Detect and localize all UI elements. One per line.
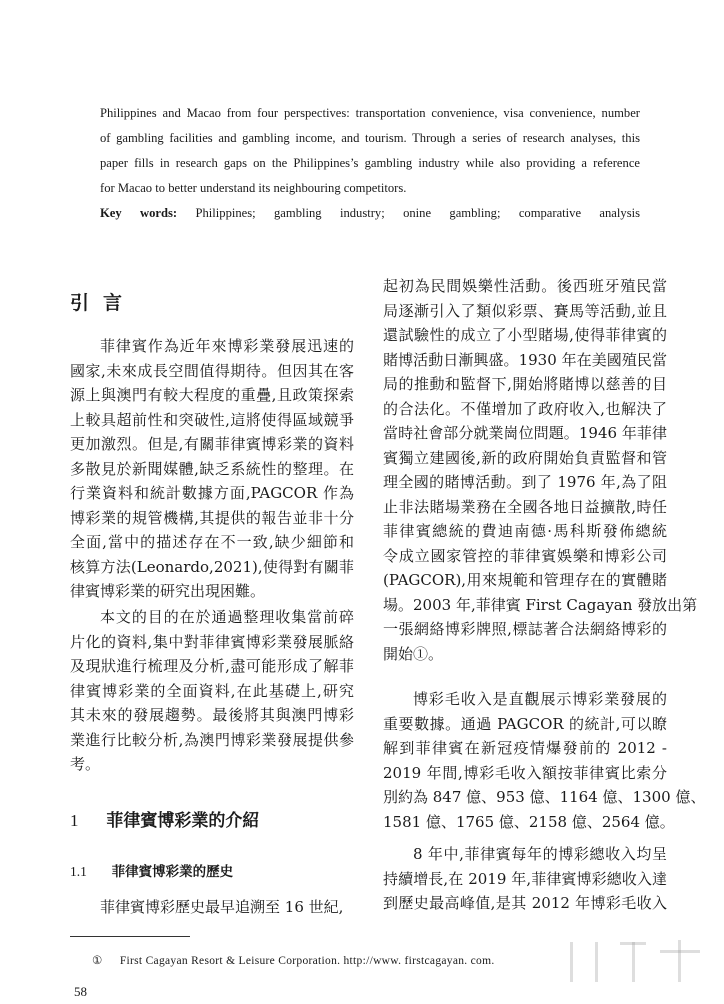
text-line: 及現狀進行梳理及分析,盡可能形成了解菲 [70, 657, 354, 675]
footnote-mark: ① [92, 955, 103, 967]
text-line: 賓獨立建國後,新的政府開始負責監督和管 [383, 448, 667, 467]
text-line: 考。 [70, 755, 101, 773]
text-line: 的合法化。不僅增加了政府收入,也解決了 [383, 399, 667, 418]
text-line: 重要數據。通過 PAGCOR 的統計,可以瞭 [383, 714, 667, 733]
history-paragraph-start [70, 895, 354, 920]
text-line: 起初為民間娛樂性活動。後西班牙殖民當 [383, 277, 667, 295]
text-line: 多散見於新聞媒體,缺乏系統性的整理。在 [70, 459, 354, 478]
footnote-divider [70, 936, 190, 937]
section-number: 1 [70, 811, 79, 830]
text-line: 片化的資料,集中對菲律賓博彩業發展脈絡 [70, 632, 354, 651]
watermark-logo [500, 936, 720, 998]
subsection-heading [70, 860, 233, 880]
subsection-title: 菲律賓博彩業的歷史 [111, 864, 234, 880]
intro-heading: 引言 [70, 292, 137, 314]
text-line: 源上與澳門有較大程度的重疊,且政策探索 [70, 386, 354, 404]
text-line: 律賓博彩業的全面資料,在此基礎上,研究 [70, 681, 354, 700]
keywords-label: Key words: [100, 206, 178, 220]
text-line: 菲律賓總統的費迪南德·馬科斯發佈總統 [383, 522, 667, 540]
text-line: 其未來的發展趨勢。最後將其與澳門博彩 [70, 706, 354, 724]
text-line: 菲律賓作為近年來博彩業發展迅速的 [100, 337, 354, 355]
text-line: 到歷史最高峰值,是其 2012 年博彩毛收入 [383, 894, 667, 912]
watermark-icon [500, 936, 720, 998]
text-line: 博彩業的規管機構,其提供的報告並非十分 [70, 508, 354, 527]
text-line: 賭博活動日漸興盛。1930 年在美國殖民當 [383, 350, 667, 369]
abstract-line: paper fills in research gaps on the Philippines’s gambling industry while also providing a reference [100, 156, 640, 170]
text-line: 局的推動和監督下,開始將賭博以慈善的目 [383, 375, 667, 393]
intro-paragraph-2 [70, 605, 354, 777]
text-line: 場。2003 年,菲律賓 First Cagayan 發放出第 [383, 595, 698, 614]
text-line: 開始①。 [383, 644, 444, 663]
text-line: 當時社會部分就業崗位問題。1946 年菲律 [383, 424, 667, 442]
text-line: 菲律賓博彩歷史最早追溯至 16 世紀, [100, 898, 344, 916]
abstract-line: of gambling facilities and gambling income, and tourism. Through a series of research analyses, this [100, 131, 640, 145]
text-line: 一張網絡博彩牌照,標誌著合法網絡博彩的 [383, 620, 667, 638]
text-line: (PAGCOR),用來規範和管理存在的實體賭 [383, 571, 667, 589]
text-line: 本文的目的在於通過整理收集當前碎 [100, 608, 354, 626]
history-paragraph-cont [383, 274, 698, 666]
text-line: 別約為 847 億、953 億、1164 億、1300 億、 [383, 788, 706, 806]
text-line: 行業資料和統計數據方面,PAGCOR 作為 [70, 484, 354, 502]
text-line: 上較具超前性和突破性,這將使得區域競爭 [70, 410, 354, 429]
growth-paragraph [383, 842, 667, 916]
page-number: 58 [74, 984, 87, 999]
text-line: 核算方法(Leonardo,2021),使得對有關菲 [70, 557, 354, 576]
intro-paragraph-1 [70, 334, 354, 604]
text-line: 2019 年間,博彩毛收入額按菲律賓比索分 [383, 763, 667, 782]
keywords-text: Philippines; gambling industry; onine gambling; comparative analysis [195, 206, 640, 220]
section-heading [70, 806, 259, 831]
footnote-text: First Cagayan Resort & Leisure Corporation. http://www. firstcagayan. com. [119, 955, 495, 967]
abstract [100, 101, 640, 226]
text-line: 還試驗性的成立了小型賭場,使得菲律賓的 [383, 326, 667, 344]
text-line: 止非法賭場業務在全國各地日益擴散,時任 [383, 497, 667, 516]
footnote [92, 953, 495, 967]
revenue-paragraph [383, 687, 706, 834]
text-line: 解到菲律賓在新冠疫情爆發前的 2012 - [383, 739, 667, 757]
text-line: 理全國的賭博活動。到了 1976 年,為了阻 [383, 473, 667, 491]
text-line: 律賓博彩業的研究出現困難。 [70, 582, 266, 600]
section-title: 菲律賓博彩業的介紹 [106, 811, 260, 831]
text-line: 博彩毛收入是直觀展示博彩業發展的 [413, 690, 667, 708]
text-line: 全面,當中的描述存在不一致,缺少細節和 [70, 533, 354, 551]
text-line: 持續增長,在 2019 年,菲律賓博彩總收入達 [383, 869, 667, 888]
text-line: 更加激烈。但是,有關菲律賓博彩業的資料 [70, 435, 354, 453]
text-line: 1581 億、1765 億、2158 億、2564 億。 [383, 812, 675, 831]
text-line: 業進行比較分析,為澳門博彩業發展提供參 [70, 730, 354, 749]
text-line: 局逐漸引入了類似彩票、賽馬等活動,並且 [383, 301, 667, 320]
text-line: 8 年中,菲律賓每年的博彩總收入均呈 [413, 845, 667, 863]
abstract-line: for Macao to better understand its neighbouring competitors. [100, 181, 407, 195]
text-line: 國家,未來成長空間值得期待。但因其在客 [70, 361, 354, 380]
text-line: 令成立國家管控的菲律賓娛樂和博彩公司 [383, 546, 667, 565]
keywords [100, 201, 640, 226]
abstract-line: Philippines and Macao from four perspectives: transportation convenience, visa convenience, number [100, 106, 640, 120]
subsection-number: 1.1 [70, 864, 87, 879]
